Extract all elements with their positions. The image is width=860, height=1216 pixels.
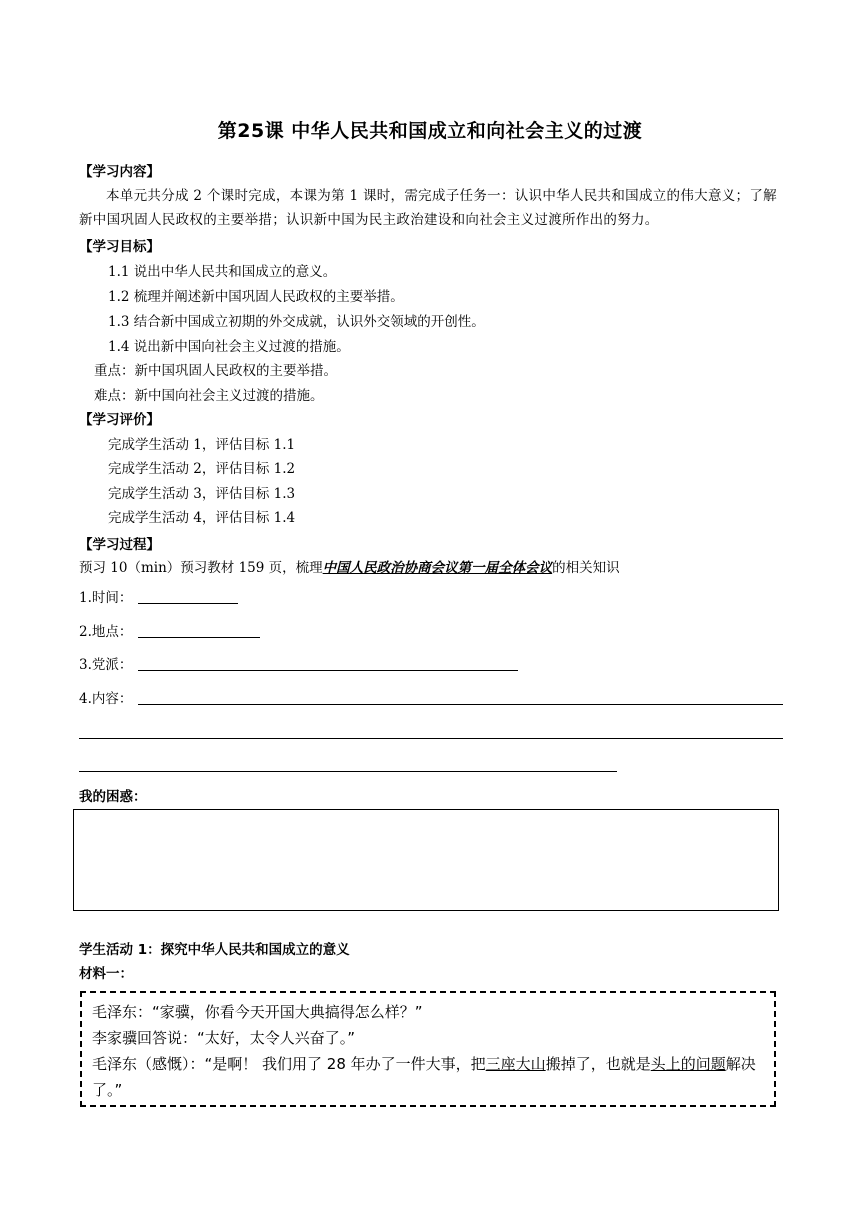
field-place-label: 2.地点： <box>79 624 133 640</box>
preview-suffix: 的相关知识 <box>552 560 620 576</box>
evaluation-item: 完成学生活动 1，评估目标 1.1 <box>108 437 296 453</box>
page-title: 第25课 中华人民共和国成立和向社会主义的过渡 <box>217 120 643 142</box>
field-party-blank[interactable] <box>138 670 518 671</box>
field-place-blank[interactable] <box>138 637 260 638</box>
objective-item: 1.2 梳理并阐述新中国巩固人民政权的主要举措。 <box>108 289 404 305</box>
quote-text: 毛泽东（感慨）：“是啊！ 我们用了 28 年办了一件大事，把 <box>92 1055 486 1073</box>
field-time-blank[interactable] <box>138 603 238 604</box>
objective-item: 1.3 结合新中国成立初期的外交成就，认识外交领域的开创性。 <box>108 314 485 330</box>
quote-line-3 <box>92 1051 764 1103</box>
field-content-blank-line2[interactable] <box>79 738 783 739</box>
field-time-label: 1.时间： <box>79 590 133 606</box>
preview-prefix: 预习 10（min）预习教材 159 页，梳理 <box>79 560 323 576</box>
quote-text: 解决了。” <box>92 1055 756 1099</box>
field-content-blank-line1[interactable] <box>138 704 783 705</box>
quote-underlined-three-mountains: 三座大山 <box>485 1055 546 1073</box>
section-heading-evaluation: 【学习评价】 <box>79 412 160 428</box>
quote-text: 搬掉了，也就是 <box>545 1055 651 1073</box>
preview-instruction <box>79 560 620 576</box>
field-content-label: 4.内容： <box>79 691 133 707</box>
evaluation-item: 完成学生活动 3，评估目标 1.3 <box>108 486 296 502</box>
field-party-label: 3.党派： <box>79 657 133 673</box>
confusion-label: 我的困惑： <box>79 789 147 805</box>
activity1-title: 学生活动 1：探究中华人民共和国成立的意义 <box>79 942 350 958</box>
material-label: 材料一： <box>79 966 133 982</box>
quote-underlined-head-problem: 头上的问题 <box>650 1055 726 1073</box>
content-paragraph: 本单元共分成 2 个课时完成，本课为第 1 课时，需完成子任务一：认识中华人民共和国成立的伟大意义；了解新中国巩固人民政权的主要举措；认识新中国为民主政治建设和向社会主义过渡所作出的努力。 <box>79 188 777 228</box>
quote-line-2: 李家骥回答说：“太好，太令人兴奋了。” <box>92 1029 356 1047</box>
key-point: 重点：新中国巩固人民政权的主要举措。 <box>94 363 337 379</box>
objective-item: 1.1 说出中华人民共和国成立的意义。 <box>108 264 337 280</box>
evaluation-item: 完成学生活动 2，评估目标 1.2 <box>108 461 296 477</box>
difficulty-point: 难点：新中国向社会主义过渡的措施。 <box>94 388 324 404</box>
evaluation-item: 完成学生活动 4，评估目标 1.4 <box>108 510 296 526</box>
section-heading-content: 【学习内容】 <box>79 164 160 180</box>
confusion-answer-box[interactable] <box>73 809 779 911</box>
objective-item: 1.4 说出新中国向社会主义过渡的措施。 <box>108 339 350 355</box>
section-heading-process: 【学习过程】 <box>79 537 160 553</box>
field-content-blank-line3[interactable] <box>79 771 617 772</box>
section-heading-objectives: 【学习目标】 <box>79 239 160 255</box>
material-quote-box <box>80 991 776 1107</box>
preview-topic: 中国人民政治协商会议第一届全体会议 <box>322 560 553 576</box>
quote-line-1: 毛泽东：“家骥，你看今天开国大典搞得怎么样？” <box>92 1003 423 1021</box>
